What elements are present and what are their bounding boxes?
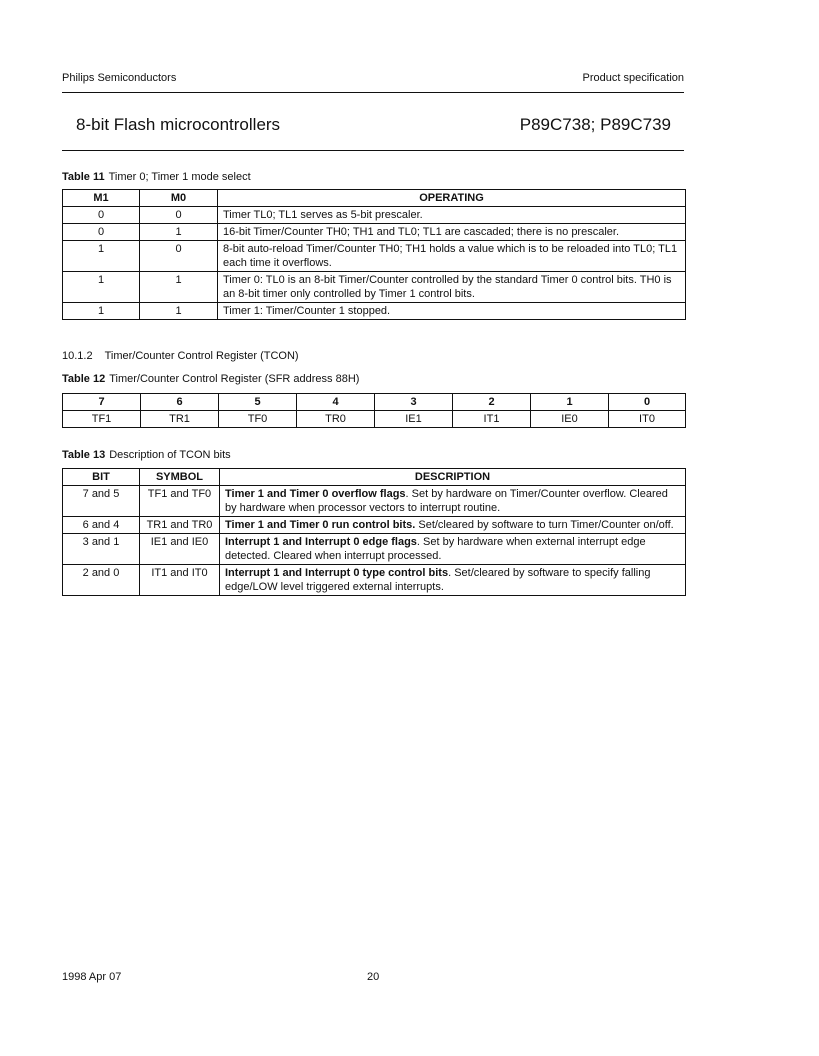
table13-caption-text: Description of TCON bits: [109, 449, 231, 461]
table-row: [63, 486, 686, 517]
part-number: P89C738; P89C739: [519, 115, 671, 134]
symbol-cell: TF1 and TF0: [140, 486, 220, 517]
bit-symbol-cell: IT0: [609, 411, 686, 428]
description-bold: Timer 1 and Timer 0 overflow flags: [225, 488, 406, 500]
table-row: [63, 517, 686, 534]
description-cell: [220, 565, 686, 596]
table-row: [63, 534, 686, 565]
m1-cell: 1: [63, 241, 140, 272]
m0-cell: 1: [140, 224, 218, 241]
bit-symbol-cell: IE0: [531, 411, 609, 428]
table12-label: Table 12: [62, 373, 106, 385]
m1-cell: 1: [63, 272, 140, 303]
table-header-row: [63, 190, 686, 207]
symbol-cell: TR1 and TR0: [140, 517, 220, 534]
header-rule-top: [62, 92, 684, 93]
table11-caption-text: Timer 0; Timer 1 mode select: [108, 171, 251, 183]
header-cell: SYMBOL: [140, 469, 220, 486]
bit-cell: 7 and 5: [63, 486, 140, 517]
table11: [62, 189, 686, 320]
m0-cell: 1: [140, 303, 218, 320]
table11-label: Table 11: [62, 171, 105, 183]
table-row: [63, 565, 686, 596]
bit-symbol-cell: IT1: [453, 411, 531, 428]
m1-cell: 1: [63, 303, 140, 320]
m0-cell: 0: [140, 241, 218, 272]
header-cell: OPERATING: [218, 190, 686, 207]
description-text: . Set by hardware when external interrupt edge detected. Cleared when interrupt processed.: [225, 536, 646, 562]
m1-cell: 0: [63, 224, 140, 241]
header-cell: M1: [63, 190, 140, 207]
bit-symbol-cell: IE1: [375, 411, 453, 428]
m0-cell: 1: [140, 272, 218, 303]
bit-number-cell: 4: [297, 394, 375, 411]
description-text: Set/cleared by software to turn Timer/Counter on/off.: [415, 519, 674, 531]
footer-date: 1998 Apr 07: [62, 971, 122, 983]
bit-number-cell: 2: [453, 394, 531, 411]
header-rule-bottom: [62, 150, 684, 151]
document-type: Product specification: [582, 72, 684, 84]
table-row: [63, 272, 686, 303]
description-bold: Interrupt 1 and Interrupt 0 type control bits: [225, 567, 449, 579]
section-number: 10.1.2: [62, 350, 93, 362]
bit-cell: 6 and 4: [63, 517, 140, 534]
bit-symbol-cell: TR0: [297, 411, 375, 428]
bit-number-cell: 7: [63, 394, 141, 411]
bit-number-cell: 6: [141, 394, 219, 411]
description-cell: [220, 486, 686, 517]
bit-cell: 3 and 1: [63, 534, 140, 565]
operating-cell: 8-bit auto-reload Timer/Counter TH0; TH1 holds a value which is to be reloaded into TL0; TL1 each time it overflows.: [218, 241, 686, 272]
section-title: Timer/Counter Control Register (TCON): [104, 350, 299, 362]
table12-caption-text: Timer/Counter Control Register (SFR address 88H): [109, 373, 360, 385]
description-bold: Timer 1 and Timer 0 run control bits.: [225, 519, 416, 531]
company-name: Philips Semiconductors: [62, 72, 177, 84]
bit-symbol-cell: TF1: [63, 411, 141, 428]
table-header-row: [63, 469, 686, 486]
bit-number-cell: 1: [531, 394, 609, 411]
operating-cell: Timer TL0; TL1 serves as 5-bit prescaler.: [218, 207, 686, 224]
m1-cell: 0: [63, 207, 140, 224]
table-row: [63, 207, 686, 224]
table-row: [63, 224, 686, 241]
page-number: 20: [367, 971, 380, 983]
bit-number-cell: 5: [219, 394, 297, 411]
table-row: [63, 303, 686, 320]
table11-caption: [62, 171, 251, 183]
operating-cell: Timer 1: Timer/Counter 1 stopped.: [218, 303, 686, 320]
table13: [62, 468, 686, 596]
table-row: [63, 241, 686, 272]
table12-caption: [62, 373, 359, 385]
bit-number-cell: 3: [375, 394, 453, 411]
header-cell: M0: [140, 190, 218, 207]
bit-symbol-cell: TF0: [219, 411, 297, 428]
table-row: [63, 411, 686, 428]
document-title: 8-bit Flash microcontrollers: [76, 115, 281, 134]
description-cell: [220, 517, 686, 534]
header-cell: BIT: [63, 469, 140, 486]
m0-cell: 0: [140, 207, 218, 224]
symbol-cell: IT1 and IT0: [140, 565, 220, 596]
description-cell: [220, 534, 686, 565]
table13-caption: [62, 449, 231, 461]
header-cell: DESCRIPTION: [220, 469, 686, 486]
symbol-cell: IE1 and IE0: [140, 534, 220, 565]
bit-symbol-cell: TR1: [141, 411, 219, 428]
operating-cell: 16-bit Timer/Counter TH0; TH1 and TL0; TL1 are cascaded; there is no prescaler.: [218, 224, 686, 241]
section-heading: [62, 350, 299, 362]
bit-number-cell: 0: [609, 394, 686, 411]
table13-label: Table 13: [62, 449, 106, 461]
bit-cell: 2 and 0: [63, 565, 140, 596]
description-bold: Interrupt 1 and Interrupt 0 edge flags: [225, 536, 417, 548]
table12: [62, 393, 686, 428]
table-header-row: [63, 394, 686, 411]
operating-cell: Timer 0: TL0 is an 8-bit Timer/Counter controlled by the standard Timer 0 control bits. TH0 is an 8-bit timer only controlled by Timer 1 control bits.: [218, 272, 686, 303]
description-text: . Set/cleared by software to specify falling edge/LOW level triggered external interrupts.: [225, 567, 651, 593]
description-text: . Set by hardware on Timer/Counter overflow. Cleared by hardware when processor vectors to interrupt routine.: [225, 488, 668, 514]
